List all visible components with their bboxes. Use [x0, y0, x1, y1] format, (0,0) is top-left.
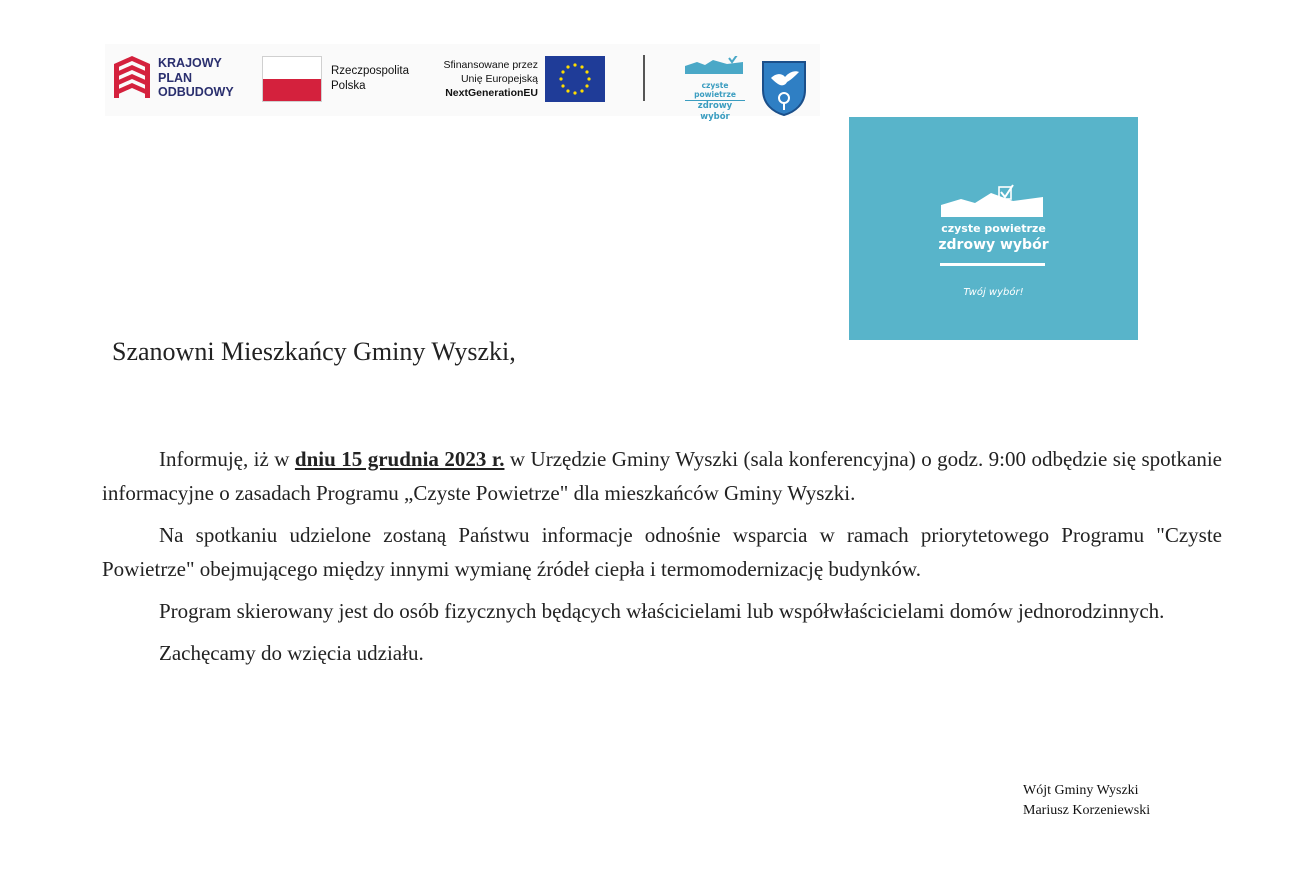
logo-divider — [643, 55, 645, 101]
program-badge-line2: zdrowy wybór — [938, 237, 1049, 253]
eu-flag-icon — [545, 56, 605, 102]
p1-before: Informuję, iż w — [159, 447, 295, 471]
kpo-emblem-icon — [112, 54, 152, 102]
kpo-logo — [112, 54, 252, 104]
kpo-line1: KRAJOWY — [158, 56, 222, 70]
letter-body — [102, 442, 1222, 678]
signature-title: Wójt Gminy Wyszki — [1023, 783, 1139, 798]
eu-line1: Sfinansowane przez — [443, 59, 538, 71]
signature-name: Mariusz Korzeniewski — [1023, 803, 1151, 818]
eu-line2: Unię Europejską — [460, 73, 538, 85]
house-roof-icon — [939, 183, 1046, 219]
program-badge-underline — [940, 263, 1045, 266]
program-badge-line1: czyste powietrze — [941, 222, 1046, 235]
signature — [1023, 781, 1150, 821]
letter-greeting: Szanowni Mieszkańcy Gminy Wyszki, — [112, 337, 516, 366]
poland-logo-text — [331, 64, 409, 94]
eu-logo-text — [420, 58, 538, 100]
kpo-line3: ODBUDOWY — [158, 85, 234, 99]
kpo-line2: PLAN — [158, 70, 193, 85]
program-logo-small — [683, 56, 747, 122]
poland-line2: Polska — [331, 80, 366, 92]
paragraph-3: Program skierowany jest do osób fizycznych będących właścicielami lub współwłaścicielami domów jednorodzinnych. — [159, 599, 1165, 623]
meeting-date: dniu 15 grudnia 2023 r. — [294, 447, 505, 471]
paragraph-2: Na spotkaniu udzielone zostaną Państwu informacje odnośnie wsparcia w ramach priorytetowego Programu "Czyste Powietrze" obejmującego między innymi wymianę źródeł ciepła i termomodernizację budynków. — [102, 523, 1222, 581]
program-small-line1: czyste powietrze — [694, 81, 736, 99]
program-badge — [849, 117, 1138, 340]
house-icon — [683, 56, 747, 76]
poland-flag-icon — [262, 56, 322, 102]
gmina-crest-icon — [761, 60, 807, 116]
p1-after: w Urzędzie Gminy Wyszki (sala konferencyjna) o godz. 9:00 odbędzie się spotkanie informacyjne o zasadach Programu „Czyste Powietrze" dla mieszkańców Gminy Wyszki. — [102, 447, 1222, 505]
poland-line1: Rzeczpospolita — [331, 65, 409, 77]
program-badge-tagline: Twój wybór! — [963, 287, 1024, 298]
paragraph-4: Zachęcamy do wzięcia udziału. — [159, 641, 424, 665]
paragraph-1 — [102, 442, 1222, 510]
eu-line3: NextGenerationEU — [445, 87, 538, 99]
program-small-line2: zdrowy wybór — [697, 101, 733, 122]
